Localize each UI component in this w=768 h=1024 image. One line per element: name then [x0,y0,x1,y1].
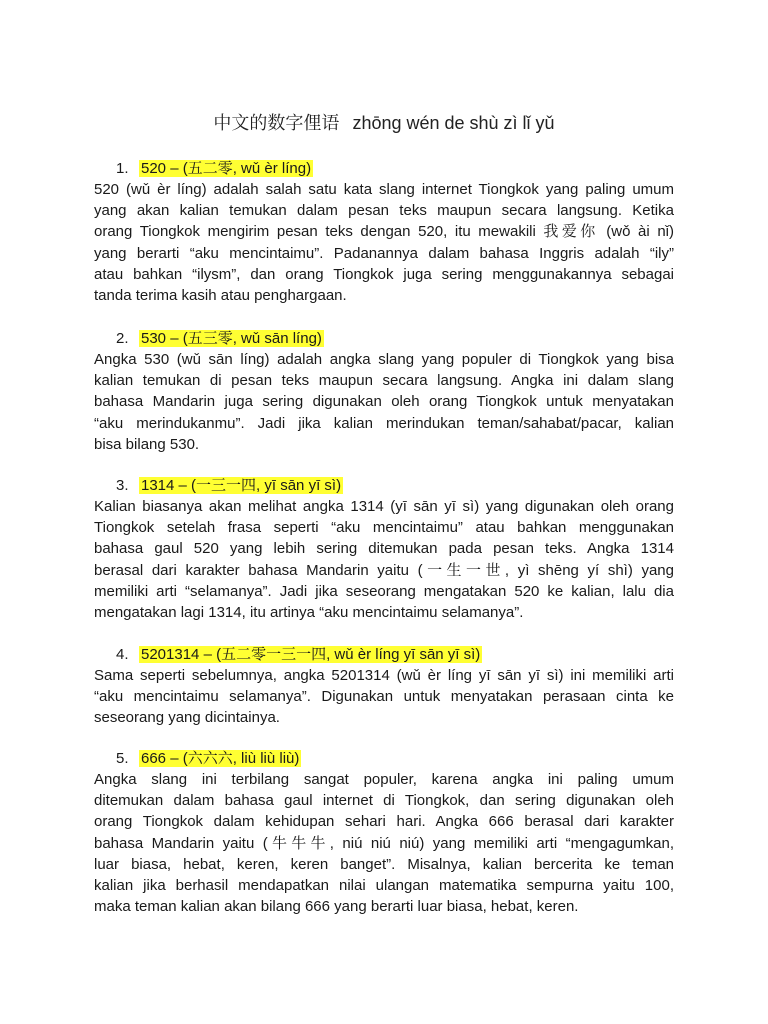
body-line: seseorang yang dicintainya. [94,709,280,727]
section-heading [94,158,674,179]
body-line: “aku mencintaimu selamanya”. Digunakan untuk menyatakan perasaan cinta ke [94,688,674,706]
body-line: bahasa gaul 520 yang lebih sering ditemukan pada pesan teks. Angka 1314 [94,540,674,558]
section-body [94,665,674,729]
body-line: yang akan kalian temukan dalam pesan teks maupun secara langsung. Ketika [94,202,674,220]
body-line: orang Tiongkok dalam kehidupan sehari hari. Angka 666 berasal dari karakter [94,813,674,831]
body-line: Angka slang ini terbilang sangat populer, karena angka ini paling umum [94,771,674,788]
section-666 [94,748,674,917]
section-body [94,496,674,623]
section-number: 4. [116,646,129,663]
body-line: atau bahkan “ilysm”, dan orang Tiongkok juga sering menggunakannya sebagai [94,265,674,283]
body-line: “aku merindukanmu”. Jadi jika kalian merindukan teman/sahabat/pacar, kalian [94,414,674,432]
body-line: maka teman kalian akan bilang 666 yang berarti luar biasa, hebat, keren. [94,898,579,916]
body-line: berasal dari karakter bahasa Mandarin yaitu (一生一世, yì shēng yí shì) yang [94,561,674,579]
section-number: 5. [116,750,129,767]
section-5201314 [94,644,674,729]
highlighted-heading: 530 – (五三零, wǔ sān líng) [141,330,322,347]
body-line: Tiongkok setelah frasa seperti “aku mencintaimu” atau bahkan menggunakan [94,519,674,537]
section-heading [94,475,674,496]
section-number: 3. [116,477,129,494]
body-line: bahasa Mandarin juga sering digunakan oleh orang Tiongkok untuk menyatakan [94,393,674,411]
body-line: Angka 530 (wǔ sān líng) adalah angka slang yang populer di Tiongkok yang bisa [94,351,674,368]
highlighted-heading: 666 – (六六六, liù liù liù) [141,750,300,767]
body-line: Sama seperti sebelumnya, angka 5201314 (wǔ èr líng yī sān yī sì) ini memiliki arti [94,667,674,684]
section-number: 1. [116,160,129,177]
section-heading [94,644,674,665]
body-line: ditemukan dalam bahasa gaul internet di Tiongkok, dan sering digunakan oleh [94,792,674,810]
title-pinyin: zhōng wén de shù zì lǐ yǔ [352,113,555,133]
section-530 [94,328,674,455]
section-heading [94,748,674,769]
body-line: mengatakan lagi 1314, itu artinya “aku mencintaimu selamanya”. [94,604,524,622]
body-line: 520 (wǔ èr líng) adalah salah satu kata slang internet Tiongkok yang paling umum [94,181,674,198]
page-title [94,110,674,136]
body-line: bahasa Mandarin yaitu (牛牛牛, niú niú niú) yang memiliki arti “mengagumkan, [94,834,674,852]
body-line: yang berarti “aku mencintaimu”. Padanannya dalam bahasa Inggris adalah “ily” [94,244,674,262]
body-line: luar biasa, hebat, keren, keren banget”. Misalnya, kalian bercerita ke teman [94,855,674,873]
section-number: 2. [116,330,129,347]
body-line: kalian temukan di pesan teks maupun secara langsung. Angka ini dalam slang [94,372,674,390]
section-body [94,179,674,306]
section-1314 [94,475,674,623]
title-chinese: 中文的数字俚语 [213,113,340,133]
highlighted-heading: 520 – (五二零, wǔ èr líng) [141,160,312,177]
highlighted-heading: 5201314 – (五二零一三一四, wǔ èr líng yī sān yī sì) [141,646,481,663]
body-line: orang Tiongkok mengirim pesan teks dengan 520, itu mewakili 我爱你 (wǒ ài nǐ) [94,223,674,241]
body-line: kalian jika berhasil mendapatkan nilai ulangan matematika sempurna yaitu 100, [94,877,674,895]
body-line: memiliki arti “selamanya”. Jadi jika seseorang mengatakan 520 ke kalian, lalu dia [94,582,674,600]
section-body [94,769,674,917]
section-520 [94,158,674,306]
body-line: Kalian biasanya akan melihat angka 1314 (yī sān yī sì) yang digunakan oleh orang [94,498,674,515]
highlighted-heading: 1314 – (一三一四, yī sān yī sì) [141,477,342,494]
section-heading [94,328,674,349]
section-body [94,349,674,455]
body-line: tanda terima kasih atau penghargaan. [94,287,347,305]
body-line: bisa bilang 530. [94,435,200,453]
